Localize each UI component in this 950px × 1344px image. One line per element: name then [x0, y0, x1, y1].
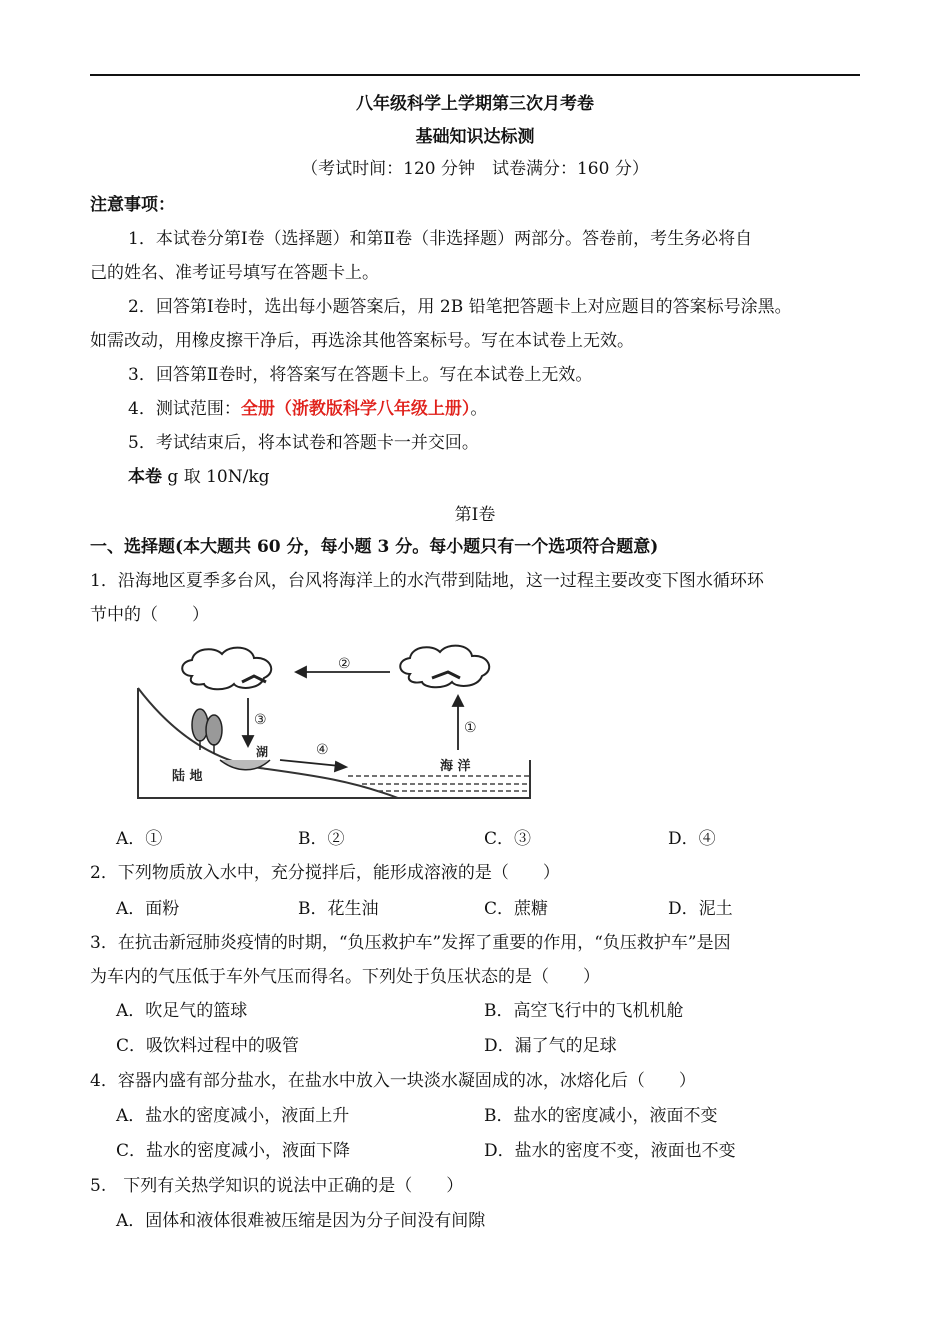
label-lake: 湖 — [256, 745, 269, 759]
notice-item-5: 5．考试结束后，将本试卷和答题卡一并交回。 — [128, 433, 479, 453]
test-scope: 全册（浙教版科学八年级上册） — [240, 399, 471, 419]
q4-option-b[interactable]: B．盐水的密度减小，液面不变 — [484, 1106, 718, 1126]
notice-item-4-suffix: 。 — [470, 399, 488, 419]
q2-stem: 2．下列物质放入水中，充分搅拌后，能形成溶液的是（ ） — [90, 863, 560, 883]
top-rule — [90, 74, 860, 76]
label-3: ③ — [254, 712, 267, 728]
part-label: 第Ⅰ卷 — [454, 505, 496, 525]
exam-subtitle: 基础知识达标测 — [415, 127, 535, 147]
cloud-left — [182, 648, 271, 690]
label-land: 陆 地 — [172, 769, 203, 784]
q4-option-d[interactable]: D．盐水的密度不变，液面也不变 — [484, 1141, 736, 1161]
q1-option-a[interactable]: A．① — [116, 829, 163, 849]
q2-option-d[interactable]: D．泥土 — [668, 899, 733, 919]
q1-option-c[interactable]: C．③ — [484, 829, 532, 849]
q5-stem: 5. 下列有关热学知识的说法中正确的是（ ） — [90, 1176, 464, 1196]
q4-stem: 4．容器内盛有部分盐水，在盐水中放入一块淡水凝固成的冰，冰熔化后（ ） — [90, 1071, 696, 1091]
gravity-rest: g 取 10N/kg — [162, 467, 270, 487]
q2-option-c[interactable]: C．蔗糖 — [484, 899, 549, 919]
q1-option-b[interactable]: B．② — [298, 829, 345, 849]
cloud-right — [400, 646, 489, 688]
q3-stem-line1: 3．在抗击新冠肺炎疫情的时期，“负压救护车”发挥了重要的作用，“负压救护车”是因 — [90, 933, 731, 953]
arrow-3 — [243, 698, 253, 746]
label-4: ④ — [316, 742, 329, 758]
label-1: ① — [464, 720, 477, 736]
q1-stem-line1: 1．沿海地区夏季多台风，台风将海洋上的水汽带到陆地，这一过程主要改变下图水循环环 — [90, 571, 764, 591]
q3-option-d[interactable]: D．漏了气的足球 — [484, 1036, 617, 1056]
q3-stem-line2: 为车内的气压低于车外气压而得名。下列处于负压状态的是（ ） — [90, 967, 600, 987]
notice-item-4 — [128, 398, 487, 420]
q1-option-d[interactable]: D．④ — [668, 829, 716, 849]
q3-option-b[interactable]: B．高空飞行中的飞机机舱 — [484, 1001, 684, 1021]
exam-info: （考试时间：120 分钟 试卷满分：160 分） — [301, 159, 649, 179]
notice-item-1b: 己的姓名、准考证号填写在答题卡上。 — [90, 263, 379, 283]
section-heading: 一、选择题(本大题共 60 分，每小题 3 分。每小题只有一个选项符合题意) — [90, 537, 659, 557]
label-2: ② — [338, 656, 351, 672]
q4-option-a[interactable]: A．盐水的密度减小，液面上升 — [116, 1106, 350, 1126]
arrow-1 — [453, 696, 463, 750]
notice-item-1a: 1．本试卷分第Ⅰ卷（选择题）和第Ⅱ卷（非选择题）两部分。答卷前，考生务必将自 — [128, 229, 753, 249]
notice-item-2a: 2．回答第Ⅰ卷时，选出每小题答案后，用 2B 铅笔把答题卡上对应题目的答案标号涂黑。 — [128, 297, 792, 317]
arrow-4 — [280, 760, 346, 771]
q4-option-c[interactable]: C．盐水的密度减小，液面下降 — [116, 1141, 351, 1161]
ocean-surface — [348, 776, 530, 791]
q2-option-b[interactable]: B．花生油 — [298, 899, 379, 919]
q5-option-a[interactable]: A．固体和液体很难被压缩是因为分子间没有间隙 — [116, 1211, 486, 1231]
notice-item-3: 3．回答第Ⅱ卷时，将答案写在答题卡上。写在本试卷上无效。 — [128, 365, 593, 385]
q2-option-a[interactable]: A．面粉 — [116, 899, 180, 919]
notice-item-4-prefix: 4．测试范围： — [128, 399, 241, 419]
q1-stem-line2: 节中的（ ） — [90, 605, 209, 625]
notice-item-2b: 如需改动，用橡皮擦干净后，再选涂其他答案标号。写在本试卷上无效。 — [90, 331, 634, 351]
gravity-note — [128, 466, 270, 488]
notice-heading: 注意事项： — [90, 195, 175, 215]
water-cycle-diagram — [130, 640, 540, 805]
gravity-prefix: 本卷 — [128, 467, 162, 487]
label-ocean: 海 洋 — [440, 759, 471, 774]
trees — [192, 709, 222, 754]
q3-option-a[interactable]: A．吹足气的篮球 — [116, 1001, 248, 1021]
exam-title: 八年级科学上学期第三次月考卷 — [356, 94, 594, 114]
q3-option-c[interactable]: C．吸饮料过程中的吸管 — [116, 1036, 300, 1056]
